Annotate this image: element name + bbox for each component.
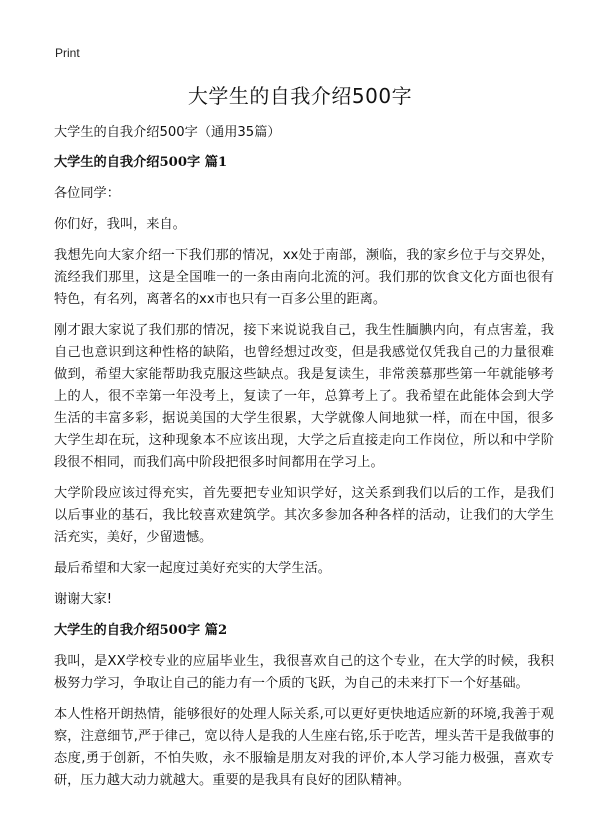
paragraph: 你们好，我叫，来自。 [54,217,186,232]
section-1 [54,152,554,611]
page-title: 大学生的自我介绍500字 [187,84,413,108]
paragraph: 我叫，是XX学校专业的应届毕业生，我很喜欢自己的这个专业，在大学的时候，我积极努力学习，争取让自己的能力有一个质的飞跃，为自己的未来打下一个好基础。 [54,654,554,691]
section-2 [54,620,554,792]
paragraph: 谢谢大家! [54,592,113,607]
document-subtitle: 大学生的自我介绍500字（通用35篇） [54,125,281,140]
paragraph: 最后希望和大家一起度过美好充实的大学生活。 [54,561,331,576]
paragraph: 刚才跟大家说了我们那的情况，接下来说说我自己，我生性腼腆内向，有点害羞，我自己也意识到这种性格的缺陷，也曾经想过改变，但是我感觉仅凭我自己的力量很难做到，希望大家能帮助我克服这些缺点。我是复读生，非常羡慕那些第一年就能够考上的人，很不幸第一年没考上，复读了一年，总算考上了。我希望在此能体会到大学生活的丰富多彩，据说美国的大学生很累，大学就像人间地狱一样，而在中国，很多大学生却在玩，这种现象本不应该出现，大学之后直接走向工作岗位，所以和中学阶段很不相同，而我们高中阶段把很多时间都用在学习上。 [54,323,554,470]
paragraph: 各位同学： [54,186,120,201]
paragraph: 本人性格开朗热情，能够很好的处理人际关系,可以更好更快地适应新的环境,我善于观察，注意细节,严于律己，宽以待人是我的人生座右铭,乐于吃苦，埋头苦干是我做事的态度,勇于创新，不怕失败，永不服输是朋友对我的评价,本人学习能力极强，喜欢专研，压力越大动力就越大。重要的是我具有良好的团队精神。 [54,707,554,788]
paragraph: 大学阶段应该过得充实，首先要把专业知识学好，这关系到我们以后的工作，是我们以后事业的基石，我比较喜欢建筑学。其次多参加各种各样的活动，让我们的大学生活充实，美好，少留遗憾。 [54,486,554,545]
paragraph: 我想先向大家介绍一下我们那的情况，xx处于南部，濒临，我的家乡位于与交界处，流经我们那里，这是全国唯一的一条由南向北流的河。我们那的饮食文化方面也很有特色，有名列，离著名的xx市也只有一百多公里的距离。 [54,248,554,307]
print-link[interactable]: Print [55,46,80,60]
section-heading: 大学生的自我介绍500字 篇1 [54,155,228,170]
section-heading: 大学生的自我介绍500字 篇2 [54,623,228,638]
document-body [54,122,554,801]
